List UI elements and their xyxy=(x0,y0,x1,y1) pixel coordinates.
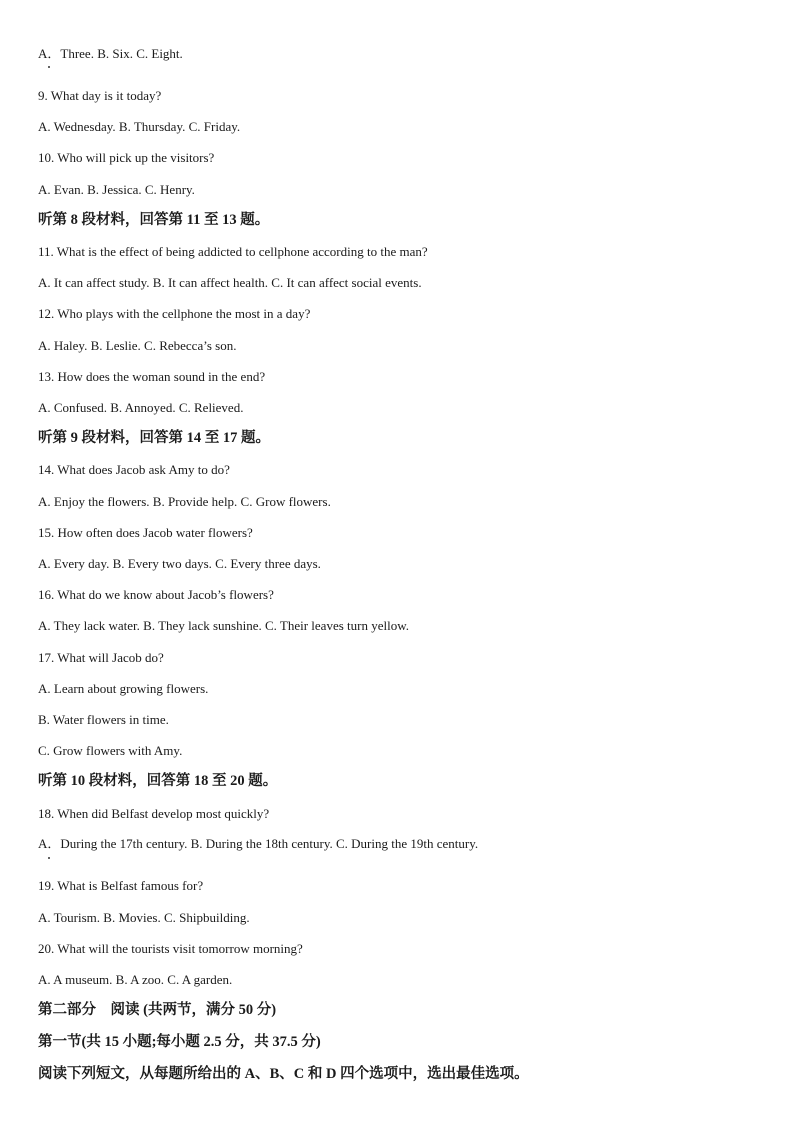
q13-question: 13. How does the woman sound in the end? xyxy=(38,369,266,384)
q19-question: 19. What is Belfast famous for? xyxy=(38,878,204,893)
stray-dot xyxy=(48,857,50,859)
q14-options: A. Enjoy the flowers. B. Provide help. C. Grow flowers. xyxy=(38,494,331,509)
q8-options: A．Three. B. Six. C. Eight. xyxy=(38,46,183,61)
reading-instructions: 阅读下列短文，从每题所给出的 A、B、C 和 D 四个选项中，选出最佳选项。 xyxy=(38,1066,529,1082)
q10-options: A. Evan. B. Jessica. C. Henry. xyxy=(38,182,195,197)
q9-question: 9. What day is it today? xyxy=(38,88,162,103)
part-two-heading: 第二部分 阅读 (共两节，满分 50 分) xyxy=(38,1002,277,1018)
q11-options: A. It can affect study. B. It can affect health. C. It can affect social events. xyxy=(38,275,422,290)
q17-option-a: A. Learn about growing flowers. xyxy=(38,681,209,696)
section-heading-material-10: 听第 10 段材料，回答第 18 至 20 题。 xyxy=(38,773,278,789)
q17-option-b: B. Water flowers in time. xyxy=(38,712,169,727)
q11-question: 11. What is the effect of being addicted to cellphone according to the man? xyxy=(38,244,428,259)
q20-options: A. A museum. B. A zoo. C. A garden. xyxy=(38,972,233,987)
q20-question: 20. What will the tourists visit tomorrow morning? xyxy=(38,941,303,956)
q19-options: A. Tourism. B. Movies. C. Shipbuilding. xyxy=(38,910,250,925)
stray-dot xyxy=(48,66,50,68)
q12-options: A. Haley. B. Leslie. C. Rebecca’s son. xyxy=(38,338,237,353)
q9-options: A. Wednesday. B. Thursday. C. Friday. xyxy=(38,119,241,134)
q18-options: A．During the 17th century. B. During the 18th century. C. During the 19th century. xyxy=(38,836,479,851)
section-heading-material-9: 听第 9 段材料，回答第 14 至 17 题。 xyxy=(38,430,270,446)
q17-option-c: C. Grow flowers with Amy. xyxy=(38,743,183,758)
q14-question: 14. What does Jacob ask Amy to do? xyxy=(38,462,230,477)
q16-options: A. They lack water. B. They lack sunshine. C. Their leaves turn yellow. xyxy=(38,618,410,633)
q17-question: 17. What will Jacob do? xyxy=(38,650,164,665)
section-heading-material-8: 听第 8 段材料，回答第 11 至 13 题。 xyxy=(38,212,270,228)
section-one-heading: 第一节(共 15 小题;每小题 2.5 分，共 37.5 分) xyxy=(38,1034,321,1050)
q12-question: 12. Who plays with the cellphone the most in a day? xyxy=(38,306,311,321)
q10-question: 10. Who will pick up the visitors? xyxy=(38,150,215,165)
q13-options: A. Confused. B. Annoyed. C. Relieved. xyxy=(38,400,244,415)
q18-question: 18. When did Belfast develop most quickly? xyxy=(38,806,270,821)
q16-question: 16. What do we know about Jacob’s flowers? xyxy=(38,587,274,602)
q15-options: A. Every day. B. Every two days. C. Every three days. xyxy=(38,556,321,571)
q15-question: 15. How often does Jacob water flowers? xyxy=(38,525,253,540)
